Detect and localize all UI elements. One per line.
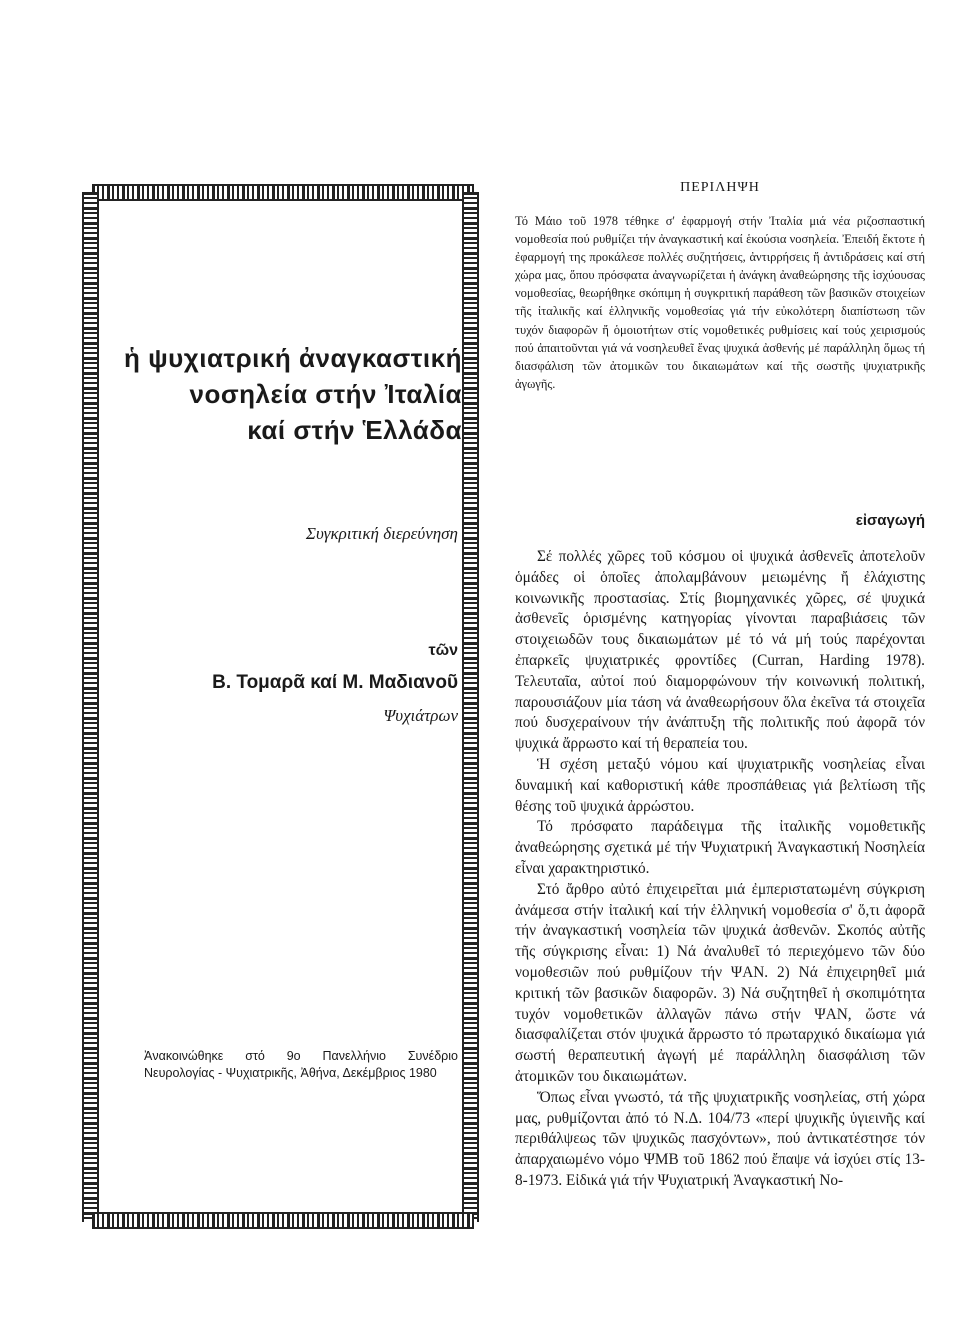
intro-heading: εἰσαγωγή [855,512,925,529]
title-line: νοσηλεία στήν Ἰταλία [189,379,462,409]
decorative-border-top [92,184,474,201]
author-role: Ψυχιάτρων [383,706,458,725]
conference-note: Ἀνακοινώθηκε στό 9ο Πανελλήνιο Συνέδριο Νευρολογίας - Ψυχιατρικῆς, Ἀθήνα, Δεκέμβριος 1980 [144,1049,458,1080]
article-subtitle: Συγκριτική διερεύνηση [305,524,458,543]
paragraph: Σέ πολλές χῶρες τοῦ κόσμου οἱ ψυχικά ἀσθενεῖς ἀποτελοῦν ὁμάδες οἱ ὁποῖες ἀπολαμβάνουν μειωμένης ἤ ἐλάχιστης κοινωνικῆς προστασίας. Στίς βιομηχανικές χῶρες, σέ ψυχικά ἀσθενεῖς ὁρισμένης κατηγορίας γίνονται παραβιάσεις τῶν στοιχειωδῶν τους δικαιωμάτων μέ τό νά μή τούς παρέχονται ἐπαρκεῖς ψυχιατρικές φροντίδες (Curran, Harding 1978). Τελευταῖα, αὐτοί πού διαμορφώνουν τήν κοινωνική πολιτική, παρουσιάζουν μία τάση νά ἀναθεωρήσουν ὅλα ἐκεῖνα τά στοιχεῖα πού δυσχεραίνουν τήν ἀνάπτυξη τῆς πολιτικῆς πού ἀφορᾶ τόν ψυχικά ἄρρωστο καί τή θεραπεία του. [515,548,925,753]
intro-body [515,547,925,1192]
decorative-border-right [462,192,479,1222]
title-line: ἡ ψυχιατρική ἀναγκαστική [123,343,462,373]
paragraph: Στό ἄρθρο αὐτό ἐπιχειρεῖται μιά ἐμπεριστατωμένη σύγκριση ἀνάμεσα στήν ἰταλική καί τήν ἑλληνική νομοθεσία σ' ὅ,τι ἀφορᾶ τήν ἀναγκαστική νοσηλεία τῶν ψυχικά ἀσθενῶν. Σκοπός αὐτῆς τῆς σύγκρισης εἶναι: 1) Νά ἀναλυθεῖ τό περιεχόμενο τῶν δύο νομοθεσιῶν πού ρυθμίζουν τήν ΨΑΝ. 2) Νά ἐπιχειρηθεῖ μιά κριτική τῶν βασικῶν διαφορῶν. 3) Νά συζητηθεῖ ἡ σκοπιμότητα τυχόν νομοθετικῶν ἀλλαγῶν πάνω στήν ΨΑΝ, ὥστε νά διασφαλίζεται στόν ψυχικά ἄρρωστο τό πρωταρχικό δικαίωμα γιά σωστή θεραπευτική ἀγωγή μέ παράλληλη διασφάλιση τῶν ἀτομικῶν του δικαιωμάτων. [515,880,925,1085]
title-line: καί στήν Ἑλλάδα [247,415,462,445]
decorative-border-left [82,192,99,1222]
summary-heading: ΠΕΡΙΛΗΨΗ [680,180,760,195]
decorative-border-bottom [92,1212,474,1229]
article-title [110,340,462,448]
paragraph: Ὅπως εἶναι γνωστό, τά τῆς ψυχιατρικῆς νοσηλείας, στή χώρα μας, ρυθμίζονται ἀπό τό Ν.Δ. 104/73 «περί ψυχικῆς ὑγιεινῆς καί περιθάλψεως τῶν ψυχικῶς πασχόντων», πού ἀντικατέστησε τόν ἀπαρχαιωμένο νόμο ΨΜΒ τοῦ 1862 πού ἔπαψε νά ἰσχύει στίς 13-8-1973. Εἰδικά γιά τήν Ψυχιατρική Ἀναγκαστική Νο- [515,1088,925,1189]
paragraph: Ἡ σχέση μεταξύ νόμου καί ψυχιατρικῆς νοσηλείας εἶναι δυναμική καί καθοριστική κάθε προσπάθειας γιά βελτίωση τῆς θέσης τοῦ ψυχικά ἀρρώστου. [515,755,925,815]
summary-text: Τό Μάιο τοῦ 1978 τέθηκε σ' ἐφαρμογή στήν Ἰταλία μιά νέα ριζοσπαστική νομοθεσία πού ρυθμίζει τήν ἀναγκαστική καί ἑκούσια νοσηλεία. Ἐπειδή ἔκτοτε ἡ ἐφαρμογή της προκάλεσε πολλές συζητήσεις, ἀντιρρήσεις ἤ ἀντιδράσεις καί στή χώρα μας, ὅπου πρόσφατα ἀναγνωρίζεται ἡ ἀνάγκη ἀναθεώρησης τῆς ἰσχύουσας νομοθεσίας, θεωρήθηκε σκόπιμη ἡ συγκριτική παράθεση τῶν βασικῶν στοιχείων τῆς ἰταλικῆς καί ἑλληνικῆς νομοθεσίας γιά τήν εὐκολότερη διαπίστωση τῶν τυχόν διαφορῶν ἤ ὁμοιοτήτων στίς νομοθετικές ρυθμίσεις καί τούς χειρισμούς πού ἀπαιτοῦνται γιά νά νοσηλευθεῖ ἕνας ψυχικά ἀσθενής μέ παράλληλη ὅμως τή διασφάλιση τῶν ἀτομικῶν του δικαιωμάτων καί τῆς σωστῆς ψυχιατρικῆς ἀγωγῆς. [515,214,925,391]
authors: Β. Τομαρᾶ καί Μ. Μαδιανοῦ [212,672,458,693]
byline-prefix: τῶν [428,642,458,659]
paragraph: Τό πρόσφατο παράδειγμα τῆς ἰταλικῆς νομοθετικῆς ἀναθεώρησης σχετικά μέ τήν Ψυχιατρική Ἀναγκαστική Νοσηλεία εἶναι χαρακτηριστικό. [515,818,925,877]
